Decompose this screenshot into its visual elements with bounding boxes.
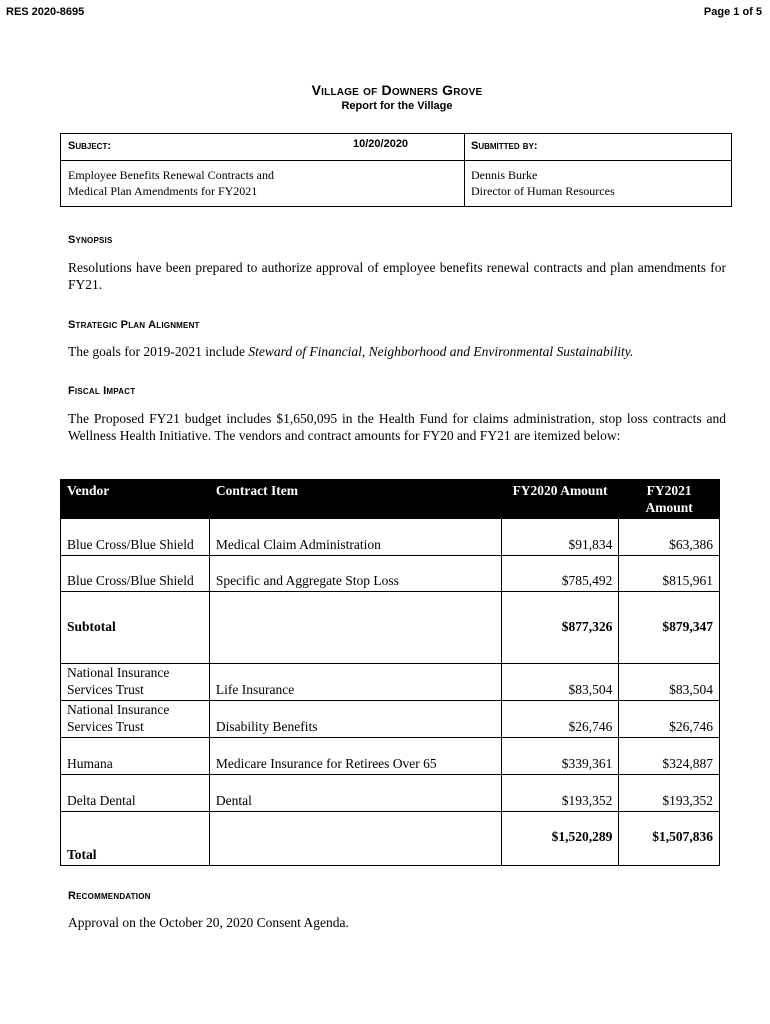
column-header-fy2020: FY2020 Amount xyxy=(501,480,619,519)
subject-info-box xyxy=(60,133,732,207)
synopsis-heading: Synopsis xyxy=(68,234,113,246)
vendor-cell: Humana xyxy=(61,738,210,775)
fy2021-cell: $63,386 xyxy=(619,519,720,556)
vendor-cell: Subtotal xyxy=(61,592,210,664)
column-header-fy2021: FY2021 Amount xyxy=(619,480,720,519)
report-title-block xyxy=(0,82,770,112)
page-subtitle: Report for the Village xyxy=(341,100,453,112)
submitter-name: Dennis Burke xyxy=(471,168,538,182)
fy2020-cell: $83,504 xyxy=(501,664,619,701)
fy2021-cell: $879,347 xyxy=(619,592,720,664)
fy2021-cell: $83,504 xyxy=(619,664,720,701)
subtotal-row xyxy=(61,592,720,664)
contract-item-cell: Life Insurance xyxy=(209,664,501,701)
submitter xyxy=(471,167,615,199)
table-header-row xyxy=(61,480,720,519)
divider xyxy=(61,160,731,161)
strategic-prefix: The goals for 2019-2021 include xyxy=(68,344,249,359)
vendor-cell: National Insurance Services Trust xyxy=(61,701,210,738)
total-row xyxy=(61,812,720,866)
column-header-vendor: Vendor xyxy=(61,480,210,519)
subject-label: Subject: xyxy=(68,140,112,152)
recommendation-heading: Recommendation xyxy=(68,890,151,902)
contract-item-cell: Specific and Aggregate Stop Loss xyxy=(209,556,501,592)
page-title: Village of Downers Grove xyxy=(311,82,483,98)
contract-item-cell xyxy=(209,592,501,664)
contract-item-cell xyxy=(209,812,501,866)
fiscal-impact-heading: Fiscal Impact xyxy=(68,385,136,397)
contracts-table xyxy=(60,479,720,866)
fy2021-cell: $815,961 xyxy=(619,556,720,592)
contract-item-cell: Medical Claim Administration xyxy=(209,519,501,556)
synopsis-text: Resolutions have been prepared to authorize approval of employee benefits renewal contracts and plan amendments for FY21. xyxy=(68,260,726,292)
contract-item-cell: Disability Benefits xyxy=(209,701,501,738)
strategic-plan-text xyxy=(68,343,726,360)
column-header-contract-item: Contract Item xyxy=(209,480,501,519)
table-row xyxy=(61,664,720,701)
vendor-cell: Delta Dental xyxy=(61,775,210,812)
fy2020-cell: $1,520,289 xyxy=(501,812,619,866)
contract-item-cell: Medicare Insurance for Retirees Over 65 xyxy=(209,738,501,775)
vendor-cell: National Insurance Services Trust xyxy=(61,664,210,701)
subject-line: Medical Plan Amendments for FY2021 xyxy=(68,184,258,198)
table-row xyxy=(61,775,720,812)
subject-text xyxy=(68,167,274,199)
vendor-cell: Blue Cross/Blue Shield xyxy=(61,519,210,556)
table-row xyxy=(61,738,720,775)
table-row xyxy=(61,519,720,556)
vendor-cell: Blue Cross/Blue Shield xyxy=(61,556,210,592)
fy2020-cell: $193,352 xyxy=(501,775,619,812)
fiscal-impact-text: The Proposed FY21 budget includes $1,650,095 in the Health Fund for claims administration, stop loss contracts and Wellness Health Initiative. The vendors and contract amounts for FY20 and FY21 are itemized below: xyxy=(68,411,726,443)
table-row xyxy=(61,556,720,592)
fy2021-cell: $324,887 xyxy=(619,738,720,775)
fy2020-cell: $877,326 xyxy=(501,592,619,664)
strategic-emphasis: Steward of Financial, Neighborhood and Environmental Sustainability. xyxy=(248,344,634,359)
fy2020-cell: $785,492 xyxy=(501,556,619,592)
fy2021-cell: $1,507,836 xyxy=(619,812,720,866)
strategic-plan-heading: Strategic Plan Alignment xyxy=(68,319,200,331)
fy2020-cell: $339,361 xyxy=(501,738,619,775)
fy2020-cell: $26,746 xyxy=(501,701,619,738)
contract-item-cell: Dental xyxy=(209,775,501,812)
divider xyxy=(464,134,465,206)
submitter-title: Director of Human Resources xyxy=(471,184,615,198)
subject-line: Employee Benefits Renewal Contracts and xyxy=(68,168,274,182)
page-number: Page 1 of 5 xyxy=(703,6,762,18)
vendor-cell: Total xyxy=(61,812,210,866)
table-row xyxy=(61,701,720,738)
recommendation-text: Approval on the October 20, 2020 Consent Agenda. xyxy=(68,915,349,930)
report-date: 10/20/2020 xyxy=(353,138,409,150)
fy2021-cell: $193,352 xyxy=(619,775,720,812)
document-id: RES 2020-8695 xyxy=(6,6,85,18)
fy2020-cell: $91,834 xyxy=(501,519,619,556)
fy2021-cell: $26,746 xyxy=(619,701,720,738)
submitted-by-label: Submitted by: xyxy=(471,140,538,152)
